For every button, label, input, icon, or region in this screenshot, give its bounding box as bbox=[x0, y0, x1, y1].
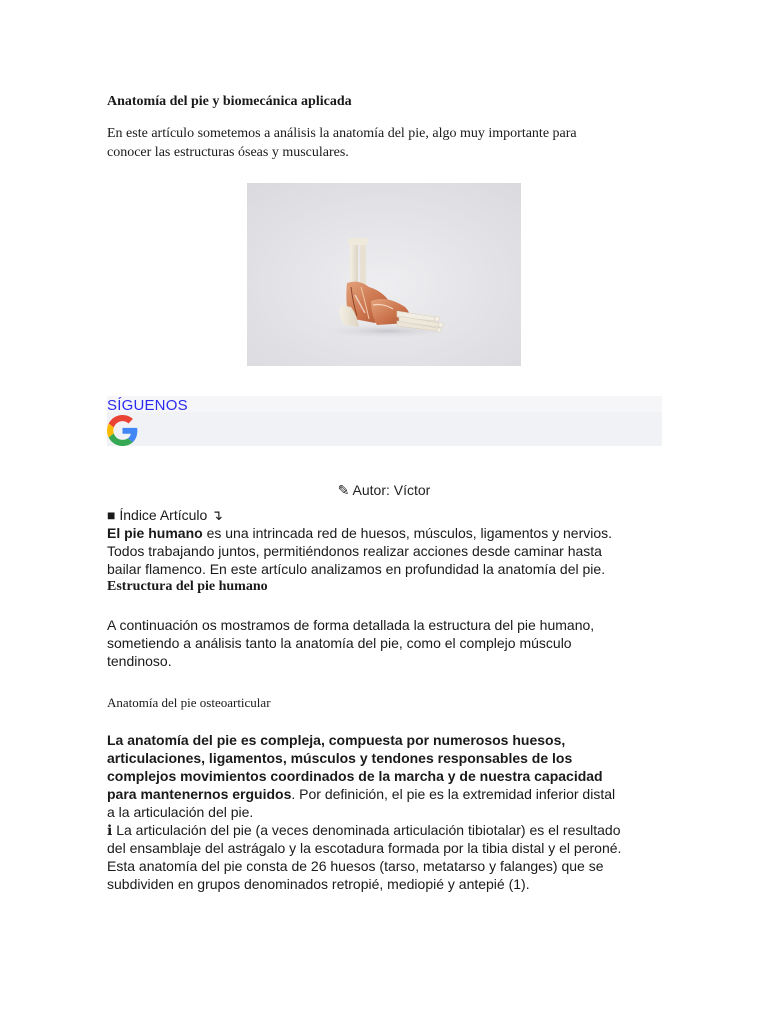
paragraph-line: a la articulación del pie. bbox=[107, 804, 254, 820]
paragraph-line: tendinoso. bbox=[107, 653, 172, 669]
section-heading-osteo: Anatomía del pie osteoarticular bbox=[107, 695, 271, 710]
paragraph-line: ℹ La articulación del pie (a veces denominada articulación tibiotalar) es el resultado bbox=[107, 822, 621, 838]
paragraph-line: del ensamblaje del astrágalo y la escotadura formada por la tibia distal y el peroné. bbox=[107, 840, 622, 856]
google-icon[interactable] bbox=[107, 415, 138, 446]
author-text: Autor: Víctor bbox=[352, 482, 431, 498]
anatomy-paragraph bbox=[107, 731, 667, 893]
bold-lead: El pie humano bbox=[107, 525, 203, 541]
foot-skeleton-model-illustration bbox=[247, 183, 521, 366]
paragraph-line: subdividen en grupos denominados retropié, mediopié y antepié (1). bbox=[107, 876, 530, 892]
article-title: Anatomía del pie y biomecánica aplicada bbox=[107, 94, 352, 109]
paragraph-line: sometiendo a análisis tanto la anatomía del pie, como el complejo músculo bbox=[107, 635, 572, 651]
article-index[interactable] bbox=[107, 506, 667, 524]
index-label[interactable]: Índice Artículo bbox=[119, 507, 208, 523]
foot-anatomy-image bbox=[247, 183, 521, 366]
paragraph-line: para mantenernos erguidos. Por definición, el pie es la extremidad inferior distal bbox=[107, 786, 616, 802]
pencil-icon: ✎ bbox=[337, 482, 350, 498]
paragraph-line: La anatomía del pie es compleja, compuesta por numerosos huesos, bbox=[107, 732, 566, 748]
article-intro bbox=[107, 124, 667, 162]
paragraph-line: Esta anatomía del pie consta de 26 huesos (tarso, metatarso y falanges) que se bbox=[107, 858, 604, 874]
paragraph-line: complejos movimientos coordinados de la marcha y de nuestra capacidad bbox=[107, 768, 603, 784]
intro-line: conocer las estructuras óseas y musculares. bbox=[107, 145, 349, 160]
info-icon: ℹ bbox=[107, 822, 113, 838]
structure-paragraph bbox=[107, 616, 667, 670]
paragraph-line: A continuación os mostramos de forma detallada la estructura del pie humano, bbox=[107, 617, 595, 633]
arrow-down-icon[interactable]: ↴ bbox=[211, 507, 223, 523]
square-icon: ■ bbox=[107, 507, 116, 523]
intro-line: En este artículo sometemos a análisis la anatomía del pie, algo muy importante para bbox=[107, 126, 577, 141]
section-heading-structure: Estructura del pie humano bbox=[107, 579, 268, 594]
paragraph-line: Todos trabajando juntos, permitiéndonos realizar acciones desde caminar hasta bbox=[107, 543, 602, 559]
paragraph-line: bailar flamenco. En este artículo analizamos en profundidad la anatomía del pie. bbox=[107, 561, 606, 577]
paragraph-line: El pie humano es una intrincada red de huesos, músculos, ligamentos y nervios. bbox=[107, 525, 613, 541]
author-line bbox=[0, 481, 768, 499]
follow-widget[interactable] bbox=[107, 396, 662, 446]
follow-label[interactable]: SÍGUENOS bbox=[107, 397, 188, 414]
paragraph-line: articulaciones, ligamentos, músculos y tendones responsables de los bbox=[107, 750, 573, 766]
intro-section bbox=[107, 506, 667, 596]
